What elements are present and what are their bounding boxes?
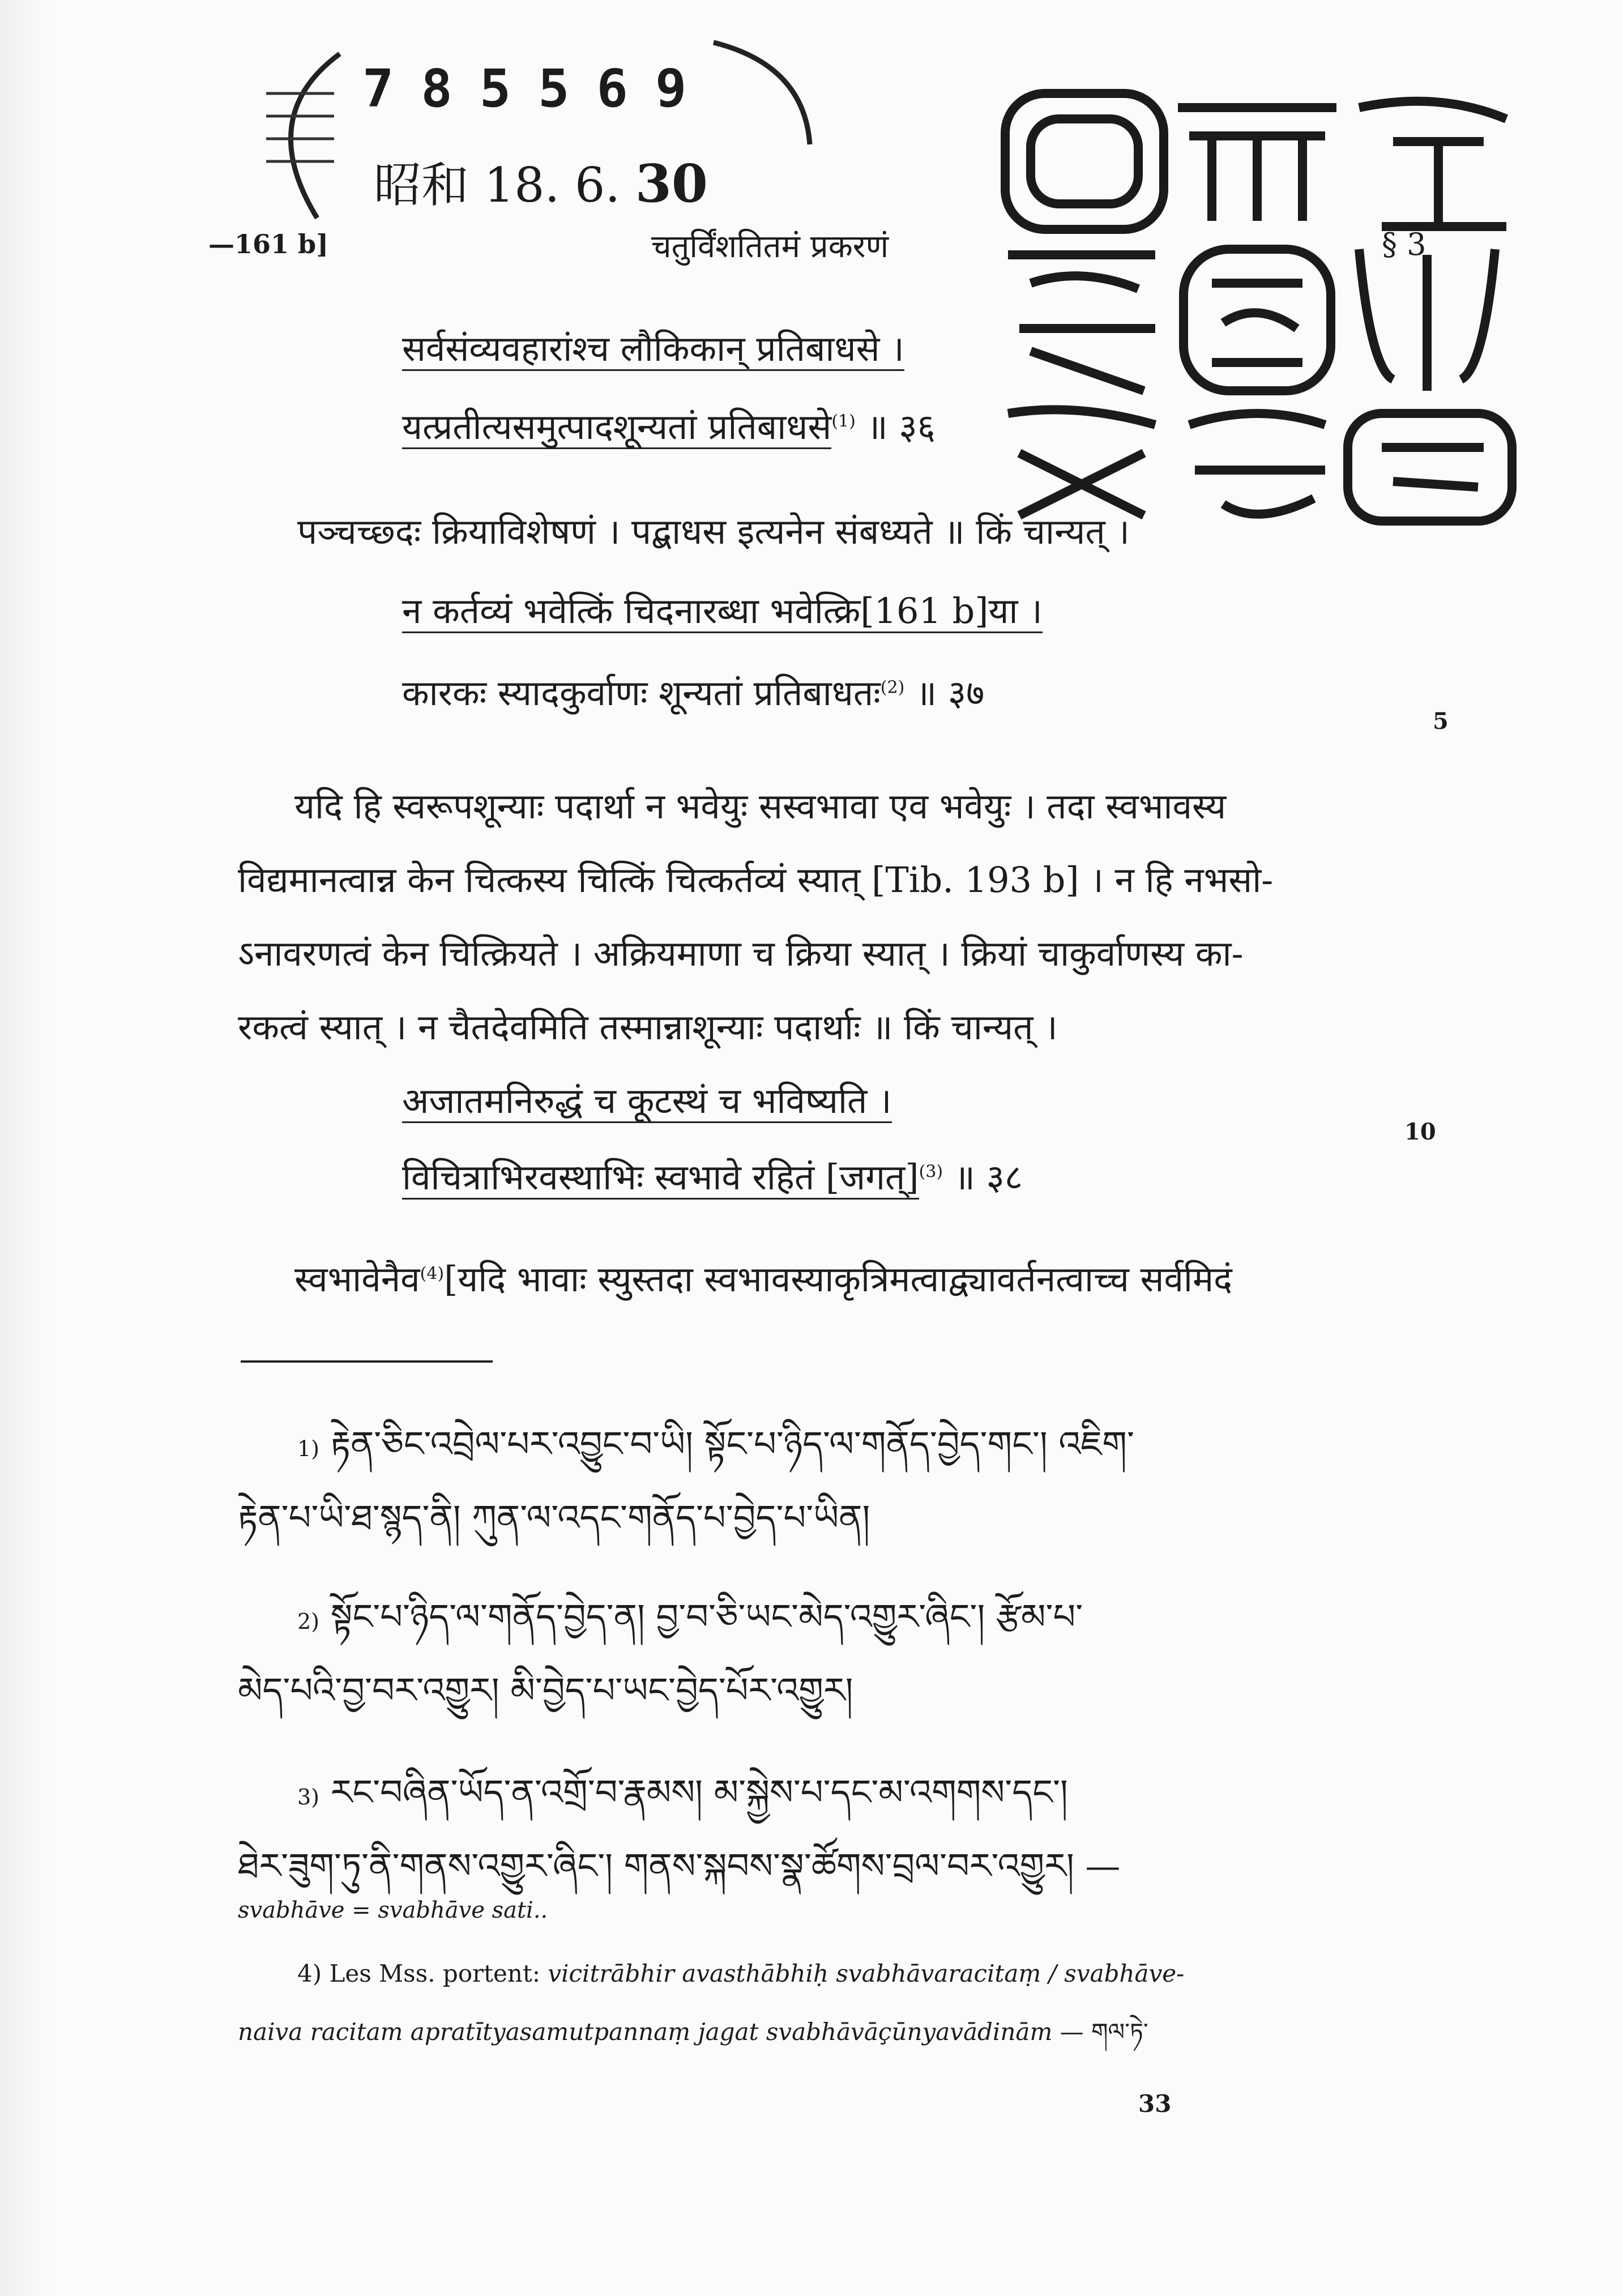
footnote-number: 1) [297, 1436, 320, 1461]
verse-line [402, 402, 936, 450]
footnote-2-line: མེད་པའི་བྱ་བར་འགྱུར། མི་བྱེད་པ་ཡང་བྱེད་པོར་འགྱུར། [238, 1670, 853, 1711]
verse-text: न कर्तव्यं भवेत्किं चिदनारब्धा भवेत्क्रि[161 b]या । [402, 590, 1043, 633]
verse-line [402, 586, 1043, 634]
prose-line [294, 1254, 1232, 1302]
verse-number: ॥ ३७ [904, 672, 985, 714]
prose-text: [यदि भावाः स्युस्तदा स्वभावस्याकृत्रिमत्वाद्व्यावर्तनत्वाच्च सर्वमिदं [444, 1258, 1232, 1300]
footnote-4-line [297, 1960, 1184, 1987]
accession-number: 785569 [362, 58, 714, 119]
footnote-4-line [238, 2005, 1148, 2072]
verse-number: ॥ ३८ [943, 1156, 1023, 1198]
prose-line: रकत्वं स्यात् । न चैतदेवमिति तस्मान्नाशून्याः पदार्थाः ॥ किं चान्यत् । [238, 1006, 1058, 1048]
verse-text: यत्प्रतीत्यसमुत्पादशून्यतां प्रतिबाधसे [402, 406, 831, 449]
footnote-3-latin: svabhāve = svabhāve sati.. [238, 1897, 548, 1923]
prose-text: स्वभावेनैव [294, 1258, 420, 1300]
margin-line-number: 10 [1404, 1119, 1436, 1145]
verse-line [402, 1076, 892, 1124]
footnote-3-line: ཐེར་ཟུག་ཏུ་ནི་གནས་འགྱུར་ཞིང་། གནས་སྐབས་སྣ་ཚོགས་བྲལ་བར་འགྱུར། — [238, 1845, 1121, 1887]
verse-line [402, 668, 984, 716]
prose-line: ऽनावरणत्वं केन चित्क्रियते । अक्रियमाणा च क्रिया स्यात् । क्रियां चाकुर्वाणस्य का- [238, 933, 1244, 974]
footnote-number: 4) [297, 1960, 322, 1987]
footnote-text: Les Mss. portent: [329, 1960, 548, 1987]
footnote-ref: (2) [880, 677, 905, 698]
date-era: 昭和 [374, 157, 469, 213]
header-folio: —161 b] [208, 229, 328, 259]
prose-line: यदि हि स्वरूपशून्याः पदार्था न भवेयुः सस्वभावा एव भवेयुः । तदा स्वभावस्य [294, 786, 1227, 827]
footnote-1-line: རྟེན་པ་ཡི་ཐ་སྙད་ནི། ཀུན་ལ་འདང་གནོད་པ་བྱེད་པ་ཡིན། [238, 1497, 870, 1538]
prose-line: विद्यमानत्वान्न केन चित्कस्य चित्किं चित्कर्तव्यं स्यात् [Tib. 193 b] । न हि नभसो- [238, 859, 1274, 901]
footnote-ref: (3) [919, 1162, 943, 1182]
library-stamp [244, 31, 815, 246]
footnote-ref: (4) [420, 1264, 445, 1284]
footnote-rule [241, 1360, 493, 1363]
verse-line [402, 324, 904, 372]
verse-text: सर्वसंव्यवहारांश्च लौकिकान् प्रतिबाधसे । [402, 328, 904, 371]
tibetan-text: རང་བཞིན་ཡོད་ན་འགྲོ་བ་རྣམས། མ་སྐྱེས་པ་དང་མ་འགགས་དང་། [330, 1772, 1068, 1813]
header-title: चतुर्विंशतितमं प्रकरणं [651, 228, 889, 265]
footnote-number: 2) [297, 1609, 320, 1634]
date-day: 30 [635, 153, 708, 214]
verse-number: ॥ ३६ [855, 406, 936, 447]
verse-text: कारकः स्यादकुर्वाणः शून्यतां प्रतिबाधतः [402, 672, 881, 714]
tibetan-text: སྟོང་པ་ཉིད་ལ་གནོད་བྱེད་ན། བྱ་བ་ཅི་ཡང་མེད་འགྱུར་ཞིང་། རྩོམ་པ་ [330, 1596, 1083, 1637]
footnote-number: 3) [297, 1785, 320, 1810]
tibetan-text: — གལ་ཏེ་ [1052, 2018, 1148, 2046]
page-number: 33 [1138, 2090, 1172, 2118]
date-main: 18. 6. [484, 157, 621, 213]
commentary-line: पञ्चच्छ्दः क्रियाविशेषणं । पद्बाधस इत्यनेन संबध्यते ॥ किं चान्यत् । [297, 511, 1130, 552]
verse-text: अजातमनिरुद्धं च कूटस्थं च भविष्यति । [402, 1080, 892, 1123]
footnote-ref: (1) [831, 411, 856, 432]
verse-text: विचित्राभिरवस्थाभिः स्वभावे रहितं [जगत्] [402, 1156, 919, 1200]
seal-glyphs [997, 85, 1529, 532]
header-section: § 3 [1382, 227, 1426, 262]
footnote-italic: vicitrābhir avasthābhiḥ svabhāvaracitaṃ / svabhāve- [548, 1960, 1185, 1987]
verse-line [402, 1153, 1023, 1200]
accession-date [374, 147, 708, 216]
footnote-italic: naiva racitam apratītyasamutpannaṃ jagat svabhāvāçūnyavādinām [238, 2018, 1053, 2046]
tibetan-text: རྟེན་ཅིང་འབྲེལ་པར་འབྱུང་བ་ཡི། སྟོང་པ་ཉིད་ལ་གནོད་བྱེད་གང་། འཇིག་ [330, 1423, 1134, 1465]
scan-edge [0, 0, 51, 2296]
library-seal [997, 85, 1529, 532]
margin-line-number: 5 [1433, 708, 1449, 735]
